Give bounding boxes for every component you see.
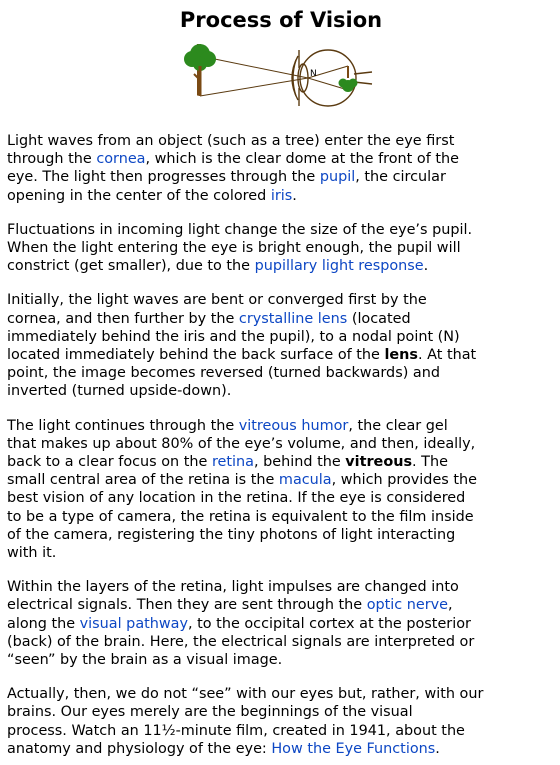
text-run: . The — [412, 454, 448, 471]
eye-outline-icon — [292, 50, 372, 106]
text-line: inverted (turned upside-down). — [7, 383, 232, 400]
text-line: Initially, the light waves are bent or converged first by the — [7, 292, 427, 309]
bold-term-vitreous: vitreous — [345, 454, 413, 471]
text-line — [7, 310, 555, 328]
tree-icon — [184, 44, 216, 96]
text-line — [7, 168, 555, 186]
paragraph-pupil-size — [7, 221, 555, 276]
link-optic-nerve[interactable]: optic nerve — [366, 597, 449, 614]
text-run: small central area of the retina is the — [7, 472, 279, 489]
text-line: to be a type of camera, the retina is equivalent to the film inside — [7, 508, 474, 525]
text-run: opening in the center of the colored — [7, 187, 271, 204]
text-line — [7, 150, 555, 168]
text-run: , the clear gel — [348, 417, 448, 434]
text-run: , which provides the — [331, 472, 477, 489]
text-line — [7, 417, 555, 435]
text-run: eye. The light then progresses through the — [7, 169, 320, 186]
text-run: along the — [7, 615, 80, 632]
text-run: The light continues through the — [7, 417, 239, 434]
nodal-point-label: N — [310, 69, 317, 79]
text-line: of the camera, registering the tiny photons of light interacting — [7, 526, 456, 543]
text-line: brains. Our eyes merely are the beginnings of the visual — [7, 704, 413, 721]
text-line — [7, 615, 555, 633]
text-run: located immediately behind the back surface of the — [7, 347, 385, 364]
text-run: , — [448, 597, 453, 614]
text-run: . — [292, 187, 297, 204]
paragraph-retina — [7, 417, 555, 563]
text-run: electrical signals. Then they are sent through the — [7, 597, 367, 614]
page-title: Process of Vision — [179, 8, 383, 32]
text-run: , which is the clear dome at the front of the — [145, 151, 459, 168]
text-run: , to the occipital cortex at the posterior — [188, 615, 471, 632]
link-iris[interactable]: iris — [270, 187, 293, 204]
text-line: Fluctuations in incoming light change the size of the eye’s pupil. — [7, 221, 473, 238]
text-run: through the — [7, 151, 97, 168]
link-retina[interactable]: retina — [211, 454, 254, 471]
text-line: When the light entering the eye is bright enough, the pupil will — [7, 240, 461, 257]
text-line — [7, 187, 555, 205]
text-run: , behind the — [253, 454, 346, 471]
text-line — [7, 346, 555, 364]
paragraph-optic-nerve — [7, 578, 555, 669]
text-line — [7, 740, 555, 758]
paragraph-cornea — [7, 132, 555, 205]
link-visual-pathway[interactable]: visual pathway — [79, 615, 189, 632]
text-run: . — [423, 258, 429, 275]
text-line — [7, 257, 555, 275]
text-line: (back) of the brain. Here, the electrical signals are interpreted or — [7, 633, 475, 650]
vision-diagram — [0, 40, 560, 132]
eye-diagram-icon — [178, 44, 378, 124]
link-crystalline-lens[interactable]: crystalline lens — [238, 310, 348, 327]
text-line: immediately behind the iris and the pupil), to a nodal point (N) — [7, 328, 460, 345]
light-rays — [200, 56, 348, 96]
text-run: anatomy and physiology of the eye: — [7, 740, 272, 757]
text-line: process. Watch an 11½-minute film, created in 1941, about the — [7, 722, 465, 739]
text-run: , the circular — [355, 169, 446, 186]
text-line — [7, 596, 555, 614]
link-vitreous-humor[interactable]: vitreous humor — [238, 417, 349, 434]
text-line: that makes up about 80% of the eye’s volume, and then, ideally, — [7, 435, 476, 452]
text-line: Within the layers of the retina, light impulses are changed into — [7, 579, 459, 596]
text-run: . At that — [417, 347, 477, 364]
text-run: cornea, and then further by the — [7, 310, 239, 327]
link-pupillary-light-response[interactable]: pupillary light response — [254, 258, 424, 275]
text-run: constrict (get smaller), due to the — [7, 258, 255, 275]
text-run: (located — [347, 310, 411, 327]
text-line — [7, 132, 555, 150]
link-how-the-eye-functions[interactable]: How the Eye Functions — [271, 740, 436, 757]
text-run: Light waves from an object (such as a tree) enter the eye first — [7, 133, 455, 149]
link-macula[interactable]: macula — [278, 472, 332, 489]
bold-term-lens: lens — [384, 347, 418, 364]
paragraph-conclusion — [7, 685, 555, 758]
text-line — [7, 453, 555, 471]
text-line: with it. — [7, 545, 57, 562]
text-line: point, the image becomes reversed (turned backwards) and — [7, 365, 440, 382]
link-cornea[interactable]: cornea — [96, 151, 146, 168]
text-line — [7, 471, 555, 489]
text-run: . — [435, 740, 440, 757]
text-line: “seen” by the brain as a visual image. — [7, 652, 283, 669]
paragraph-lens — [7, 291, 555, 400]
text-line: Actually, then, we do not “see” with our eyes but, rather, with our — [7, 686, 484, 703]
link-pupil[interactable]: pupil — [319, 169, 356, 186]
text-line: best vision of any location in the retina. If the eye is considered — [7, 490, 466, 507]
text-run: back to a clear focus on the — [7, 454, 212, 471]
